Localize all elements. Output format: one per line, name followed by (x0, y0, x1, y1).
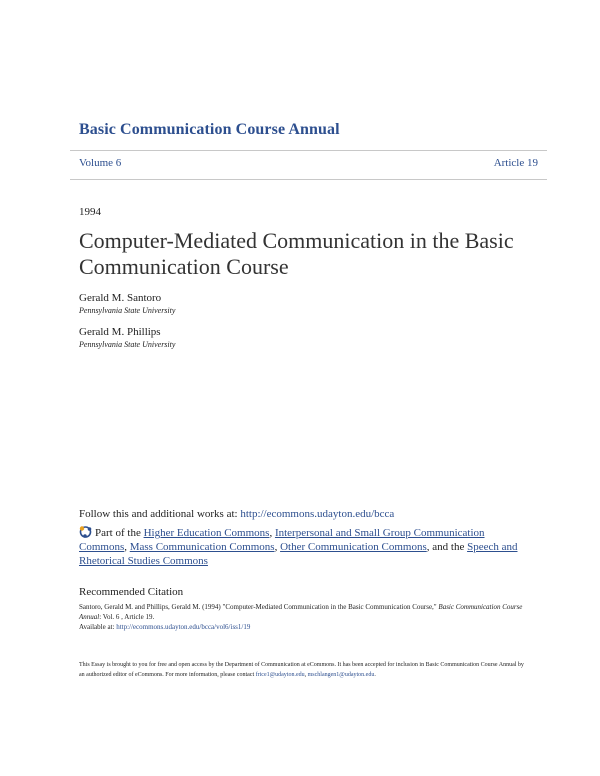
author-name: Gerald M. Santoro (79, 292, 162, 304)
divider-bottom (70, 179, 547, 180)
separator: , (269, 527, 275, 539)
commons-link-speech-rhetorical[interactable]: Speech and Rhetorical Studies Commons (79, 541, 518, 567)
author-affiliation: Pennsylvania State University (79, 306, 176, 315)
follow-prefix: Follow this and additional works at: (79, 508, 238, 520)
commons-link-mass-communication[interactable]: Mass Communication Commons (129, 541, 275, 553)
follow-line (79, 508, 394, 520)
author-name: Gerald M. Phillips (79, 326, 161, 338)
separator: , (274, 541, 281, 553)
collection-link[interactable]: http://ecommons.udayton.edu/bcca (240, 508, 395, 520)
commons-link-other-communication[interactable]: Other Communication Commons (280, 541, 427, 553)
volume-link[interactable]: Volume 6 (79, 157, 122, 169)
footer-end: . (374, 672, 376, 678)
available-prefix: Available at: (79, 623, 115, 631)
part-of-prefix: Part of the (95, 527, 141, 539)
citation-text (79, 602, 529, 632)
divider-top (70, 150, 547, 151)
footer-text: This Essay is brought to you for free and open access by the Department of Communication at eCommons. It has been accepted for inclusion in Basic Communication Course Annual by an authorized editor of eCommons. For more information, please contact (79, 662, 524, 678)
publication-year: 1994 (79, 206, 101, 218)
footer-notice (79, 660, 529, 680)
citation-body: Santoro, Gerald M. and Phillips, Gerald M. (1994) "Computer-Mediated Communication in the Basic Communication Course," (79, 603, 439, 611)
citation-journal: Basic Communication Course Annual (79, 603, 523, 621)
article-url-link[interactable]: http://ecommons.udayton.edu/bcca/vol6/iss1/19 (116, 623, 251, 631)
commons-link-interpersonal[interactable]: Interpersonal and Small Group Communication Commons (79, 527, 485, 553)
author-affiliation: Pennsylvania State University (79, 340, 176, 349)
citation-volume: : Vol. 6 , Article 19. (99, 613, 155, 621)
commons-link-higher-education[interactable]: Higher Education Commons (143, 527, 270, 539)
contact-email-link[interactable]: mschlangen1@udayton.edu (307, 672, 375, 678)
journal-title[interactable]: Basic Communication Course Annual (79, 121, 340, 138)
and-the-text: , and the (426, 541, 468, 553)
network-icon (79, 526, 92, 538)
part-of-commons (79, 526, 519, 568)
separator: , (124, 541, 130, 553)
citation-heading: Recommended Citation (79, 586, 184, 598)
article-title: Computer-Mediated Communication in the Basic Communication Course (79, 228, 514, 279)
article-link[interactable]: Article 19 (493, 157, 538, 169)
contact-email-link[interactable]: frice1@udayton.edu (255, 672, 305, 678)
separator: , (304, 672, 308, 678)
